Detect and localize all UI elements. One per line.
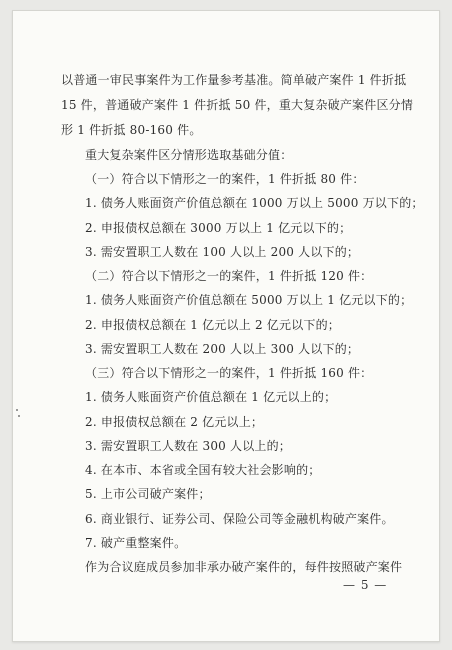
text-line: 3. 需安置职工人数在 300 人以上的； xyxy=(85,439,291,453)
text-line: 1. 债务人账面资产价值总额在 1000 万以上 5000 万以下的； xyxy=(85,196,424,210)
text-line: 3. 需安置职工人数在 200 人以上 300 人以下的； xyxy=(85,342,360,356)
text-line: 5. 上市公司破产案件； xyxy=(85,487,211,501)
text-line: 4. 在本市、本省或全国有较大社会影响的； xyxy=(85,463,321,477)
text-line: 7. 破产重整案件。 xyxy=(85,536,187,550)
text-line: 重大复杂案件区分情形选取基础分值： xyxy=(85,148,293,162)
text-line: 2. 申报债权总额在 3000 万以上 1 亿元以下的； xyxy=(85,221,352,235)
text-line: 6. 商业银行、证券公司、保险公司等金融机构破产案件。 xyxy=(85,512,394,526)
text-line: 1. 债务人账面资产价值总额在 1 亿元以上的； xyxy=(85,390,337,404)
text-line: 作为合议庭成员参加非承办破产案件的，每件按照破产案件 xyxy=(85,560,403,574)
text-line: 1. 债务人账面资产价值总额在 5000 万以上 1 亿元以下的； xyxy=(85,293,413,307)
text-line: 3. 需安置职工人数在 100 人以上 200 人以下的； xyxy=(85,245,360,259)
text-line: 2. 申报债权总额在 2 亿元以上； xyxy=(85,415,264,429)
text-line: 15 件，普通破产案件 1 件折抵 50 件，重大复杂破产案件区分情 xyxy=(61,98,414,112)
text-line: 2. 申报债权总额在 1 亿元以上 2 亿元以下的； xyxy=(85,318,340,332)
text-line: 形 1 件折抵 80-160 件。 xyxy=(61,123,202,137)
text-line: （三）符合以下情形之一的案件，1 件折抵 160 件： xyxy=(85,366,373,380)
text-line: 以普通一审民事案件为工作量参考基准。简单破产案件 1 件折抵 xyxy=(61,73,407,87)
page-number: — 5 — xyxy=(343,578,388,592)
scan-speck xyxy=(18,415,20,417)
text-line: （二）符合以下情形之一的案件，1 件折抵 120 件： xyxy=(85,269,373,283)
text-line: （一）符合以下情形之一的案件，1 件折抵 80 件： xyxy=(85,172,365,186)
document-page xyxy=(12,10,440,642)
scan-speck xyxy=(16,409,18,411)
